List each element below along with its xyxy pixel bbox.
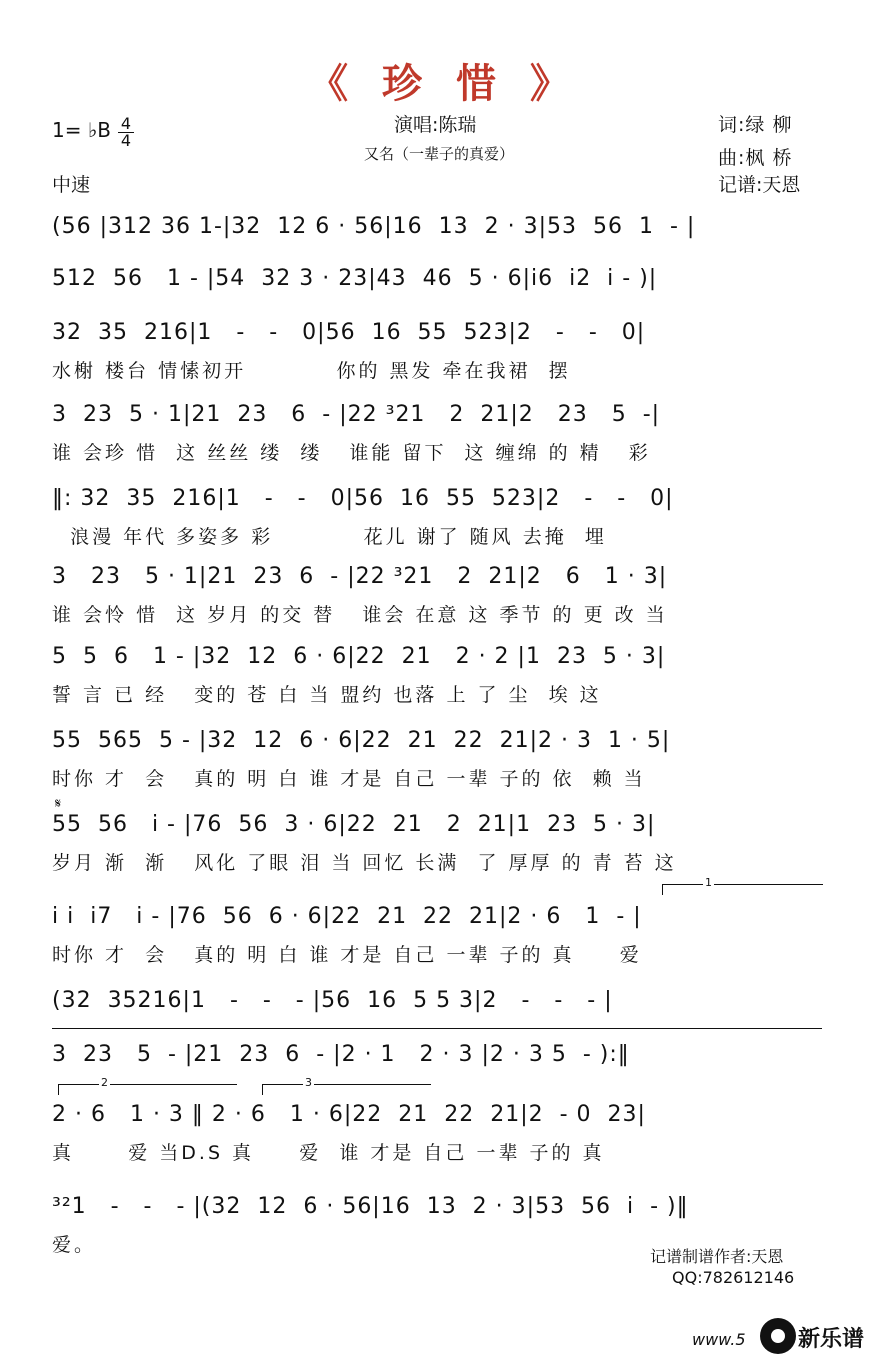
volta-bracket-3	[262, 1076, 431, 1095]
footer-credit: 记谱制谱作者:天恩	[650, 1247, 784, 1266]
notation-line: 5 5 6 1 - |32 12 6 · 6|22 21 2 · 2 |1 23 5 · 3|	[52, 644, 666, 669]
score-system-7	[52, 642, 832, 708]
notation-line: 32 35 216|1 - - 0|56 16 55 523|2 - - 0|	[52, 320, 646, 345]
notation-line: ³²1 - - - |(32 12 6 · 56|16 13 2 · 3|53 56 i - )‖	[52, 1194, 689, 1219]
singer-credit: 演唱:陈瑞	[394, 114, 477, 136]
volta-bracket-1	[662, 876, 823, 895]
score-system-4	[52, 400, 832, 466]
lyrics-line: 誓 言 已 经 变的 苍 白 当 盟约 也落 上 了 尘 埃 这	[52, 684, 602, 706]
alternate-title: 又名（一辈子的真爱）	[364, 145, 515, 163]
volta-number: 1	[705, 876, 712, 889]
score-system-10	[52, 902, 832, 968]
score-system-13	[52, 1100, 832, 1166]
lyrics-line: 时你 才 会 真的 明 白 谁 才是 自己 一辈 子的 真 爱	[52, 944, 642, 966]
notation-line: 512 56 1 - |54 32 3 · 23|43 46 5 · 6|i6 i2 i - )|	[52, 266, 658, 291]
notation-line: (32 35216|1 - - - |56 16 5 5 3|2 - - - |	[52, 988, 613, 1013]
time-signature	[118, 116, 134, 149]
notation-line: 2 · 6 1 · 3 ‖ 2 · 6 1 · 6|22 21 22 21|2 - 0 23|	[52, 1102, 646, 1127]
score-system-5	[52, 484, 832, 550]
score-system-9	[52, 810, 832, 876]
lyrics-line: 真 爱 当D.S 真 爱 谁 才是 自己 一辈 子的 真	[52, 1142, 605, 1164]
lyricist-credit: 词:绿 柳	[718, 114, 793, 136]
repeat-section-line	[52, 1028, 822, 1029]
volta-number: 2	[101, 1076, 108, 1089]
brand-logo-text: 新乐谱	[798, 1327, 865, 1352]
vinyl-record-icon	[760, 1318, 796, 1354]
site-url[interactable]: www.5	[692, 1330, 746, 1349]
time-signature-bottom: 4	[120, 131, 132, 150]
notation-line: i i i7 i - |76 56 6 · 6|22 21 22 21|2 · 6 1 - |	[52, 904, 642, 929]
lyrics-line: 时你 才 会 真的 明 白 谁 才是 自己 一辈 子的 依 赖 当	[52, 768, 646, 790]
time-signature-top: 4	[120, 114, 132, 133]
score-system-3	[52, 318, 832, 384]
score-system-6	[52, 562, 832, 628]
lyrics-line: 谁 会怜 惜 这 岁月 的交 替 谁会 在意 这 季节 的 更 改 当	[52, 604, 668, 626]
song-title: 《 珍 惜 》	[308, 61, 580, 107]
lyrics-line: 岁月 渐 渐 风化 了眼 泪 当 回忆 长满 了 厚厚 的 青 苔 这	[52, 852, 677, 874]
notation-line: 55 56 i - |76 56 3 · 6|22 21 2 21|1 23 5 · 3|	[52, 812, 656, 837]
tempo-marking: 中速	[52, 174, 91, 196]
lyrics-line: 浪漫 年代 多姿多 彩 花儿 谢了 随风 去掩 埋	[52, 526, 607, 548]
score-system-11	[52, 986, 832, 1016]
lyrics-line: 水榭 楼台 情愫初开 你的 黑发 牵在我裙 摆	[52, 360, 571, 382]
footer-qq: QQ:782612146	[672, 1268, 795, 1287]
notation-line: 55 565 5 - |32 12 6 · 6|22 21 22 21|2 · 3 1 · 5|	[52, 728, 671, 753]
volta-number: 3	[305, 1076, 312, 1089]
score-system-2	[52, 264, 832, 294]
composer-credit: 曲:枫 桥	[718, 147, 793, 169]
volta-bracket-2	[58, 1076, 237, 1095]
notation-line: 3 23 5 - |21 23 6 - |2 · 1 2 · 3 |2 · 3 5 - ):‖	[52, 1042, 630, 1067]
score-system-12	[52, 1040, 832, 1070]
key-signature: 1= ♭B	[52, 118, 111, 142]
score-system-1	[52, 212, 832, 242]
notation-line: 3 23 5 · 1|21 23 6 - |22 ³21 2 21|2 6 1 · 3|	[52, 564, 668, 589]
segno-sign: 𝄋	[55, 796, 62, 812]
notation-line: (56 |312 36 1-|32 12 6 · 56|16 13 2 · 3|53 56 1 - |	[52, 214, 696, 239]
notation-line: ‖: 32 35 216|1 - - 0|56 16 55 523|2 - - 0|	[52, 486, 674, 511]
transcriber-credit: 记谱:天恩	[718, 174, 801, 196]
lyrics-line: 爱。	[52, 1234, 97, 1256]
score-system-8	[52, 726, 832, 792]
notation-line: 3 23 5 · 1|21 23 6 - |22 ³21 2 21|2 23 5 -|	[52, 402, 661, 427]
lyrics-line: 谁 会珍 惜 这 丝丝 缕 缕 谁能 留下 这 缠绵 的 精 彩	[52, 442, 651, 464]
